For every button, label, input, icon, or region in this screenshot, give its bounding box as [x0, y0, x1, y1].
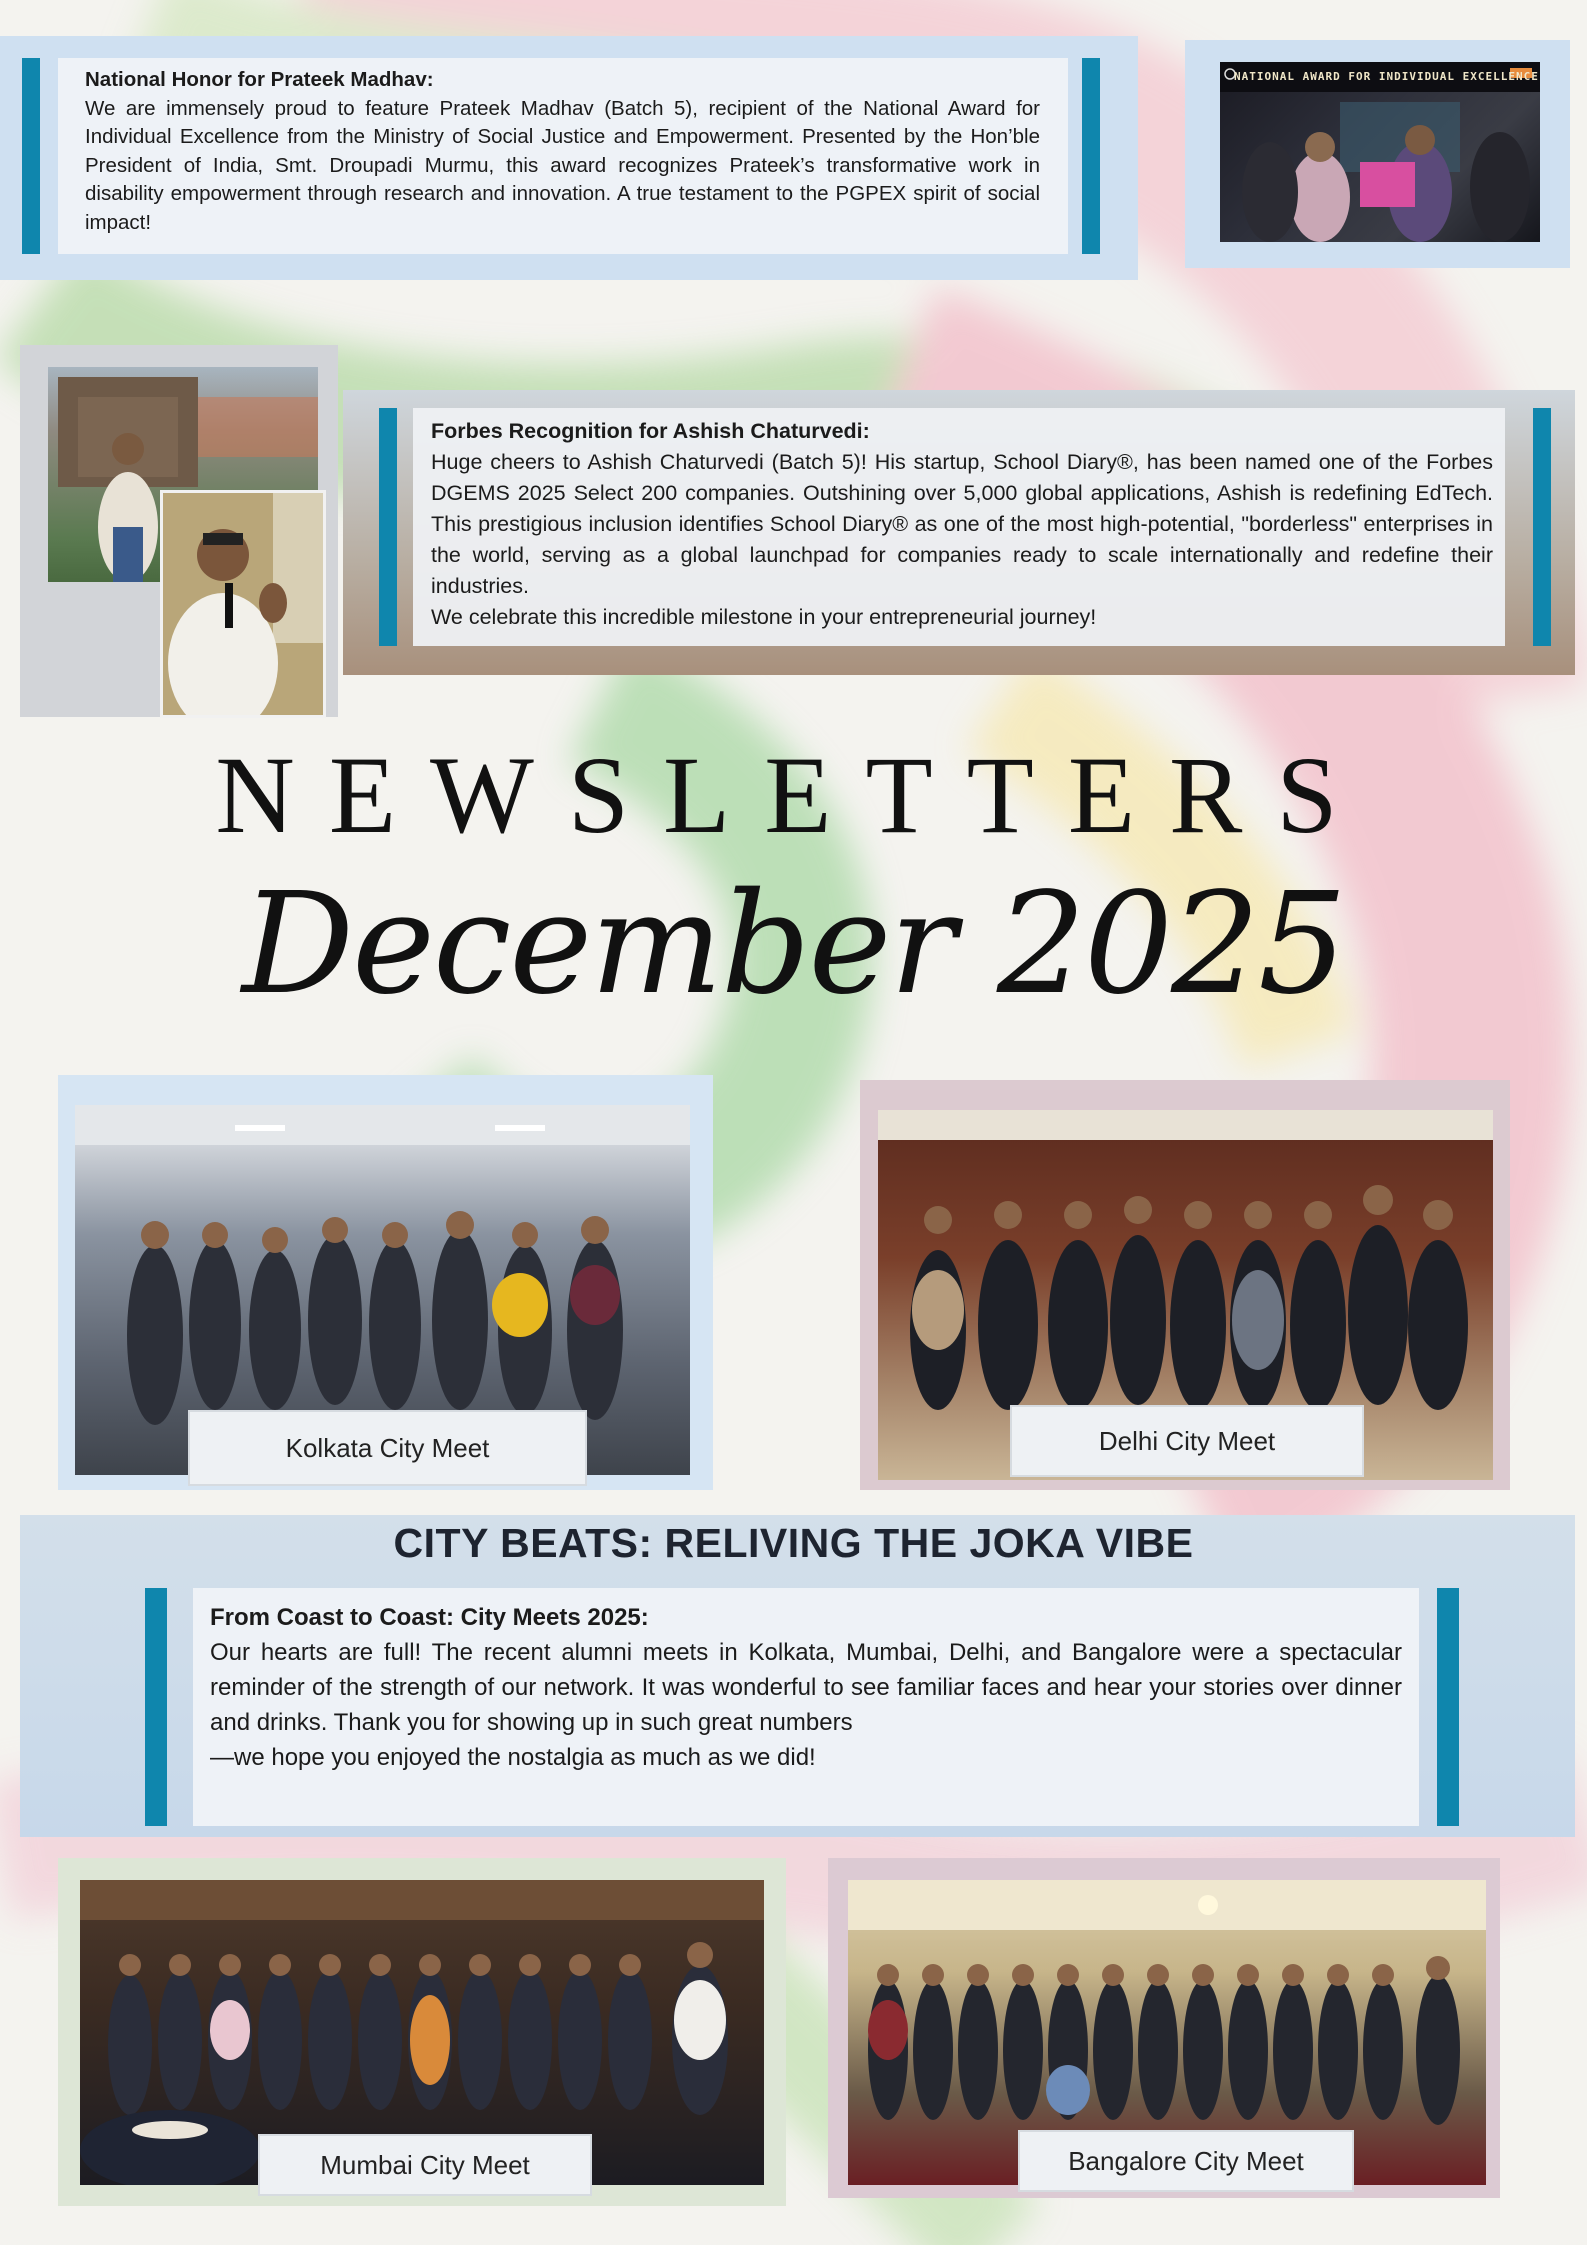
mumbai-caption: Mumbai City Meet	[258, 2134, 592, 2196]
ashish-body: Huge cheers to Ashish Chaturvedi (Batch 5)! His startup, School Diary®, has been named one of the Forbes DGEMS 2025 Select 200 companies. Outshining over 5,000 global applications, Ashish is redefining EdTech. This prestigious inclusion identifies School Diary® as one of the most high-potential, "borderless" enterprises in the world, serving as a global launchpad for companies ready to scale internationally and redefine their industries.	[431, 450, 1493, 598]
ashish-closing: We celebrate this incredible milestone in your entrepreneurial journey!	[431, 605, 1097, 629]
accent-bar-right	[1082, 58, 1100, 254]
award-banner-text: NATIONAL AWARD FOR INDIVIDUAL EXCELLENCE	[1234, 70, 1539, 83]
award-photo	[1220, 62, 1540, 242]
ashish-text	[431, 416, 1493, 633]
city-beats-heading: From Coast to Coast: City Meets 2025:	[210, 1604, 649, 1631]
city-beats-closing: —we hope you enjoyed the nostalgia as much as we did!	[210, 1744, 816, 1771]
ashish-heading: Forbes Recognition for Ashish Chaturvedi:	[431, 419, 870, 443]
accent-bar-left	[145, 1588, 167, 1826]
kolkata-caption: Kolkata City Meet	[188, 1410, 587, 1486]
ashish-photo-speaking	[160, 490, 326, 718]
prateek-award-panel	[0, 36, 1138, 280]
accent-bar-right	[1437, 1588, 1459, 1826]
award-photo-scene	[1220, 62, 1540, 242]
kolkata-photo-frame	[58, 1075, 713, 1490]
ashish-forbes-panel	[343, 390, 1575, 675]
delhi-photo-frame	[860, 1080, 1510, 1490]
prateek-heading: National Honor for Prateek Madhav:	[85, 68, 434, 91]
city-beats-text	[210, 1600, 1402, 1775]
prateek-body: We are immensely proud to feature Prateek Madhav (Batch 5), recipient of the National Award for Individual Excellence from the Ministry of Social Justice and Empowerment. Presented by the Hon’ble President of India, Smt. Droupadi Murmu, this award recognizes Prateek’s transformative work in disability empowerment through research and innovation. A true testament to the PGPEX spirit of social impact!	[85, 96, 1040, 234]
accent-bar-right	[1533, 408, 1551, 646]
prateek-text	[85, 66, 1040, 237]
bangalore-caption: Bangalore City Meet	[1018, 2130, 1354, 2192]
bangalore-photo-frame	[828, 1858, 1500, 2198]
delhi-caption: Delhi City Meet	[1010, 1405, 1364, 1477]
newsletter-title: NEWSLETTERS	[215, 734, 1372, 856]
city-beats-body: Our hearts are full! The recent alumni meets in Kolkata, Mumbai, Delhi, and Bangalore were a spectacular reminder of the strength of our network. It was wonderful to see familiar faces and hear your stories over dinner and drinks. Thank you for showing up in such great numbers	[210, 1639, 1402, 1736]
city-beats-panel	[145, 1588, 1467, 1828]
accent-bar-left	[22, 58, 40, 254]
award-photo-frame	[1185, 40, 1570, 268]
mumbai-photo-frame	[58, 1858, 786, 2206]
ashish-photo-collage	[20, 345, 338, 717]
city-beats-title: CITY BEATS: RELIVING THE JOKA VIBE	[393, 1520, 1194, 1566]
newsletter-date: December 2025	[241, 863, 1346, 1026]
accent-bar-left	[379, 408, 397, 646]
